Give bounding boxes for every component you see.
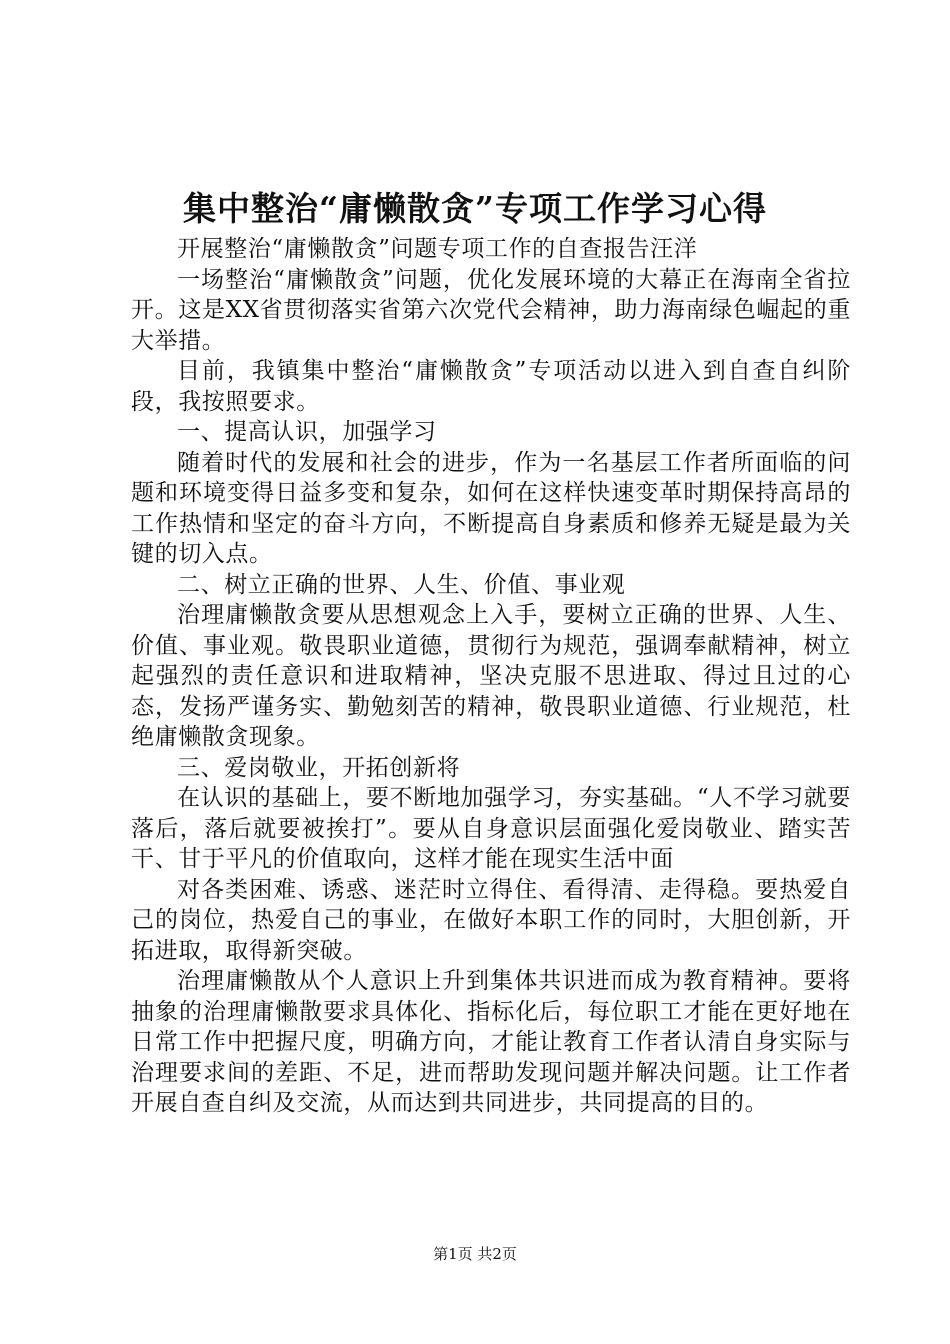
document-body (131, 234, 851, 1119)
paragraph-status: 目前，我镇集中整治“庸懒散贪”专项活动以进入到自查自纠阶段，我按照要求。 (131, 358, 851, 415)
paragraph-section-1: 随着时代的发展和社会的进步，作为一名基层工作者所面临的问题和环境变得日益多变和复杂，如何在这样快速变革时期保持高昂的工作热情和坚定的奋斗方向，不断提高自身素质和修养无疑是最为关键的切入点。 (131, 449, 851, 567)
document-title: 集中整治“庸懒散贪”专项工作学习心得 (183, 189, 767, 228)
paragraph-section-3a: 在认识的基础上，要不断地加强学习，夯实基础。“人不学习就要落后，落后就要被挨打”。要从自身意识层面强化爱岗敬业、踏实苦干、甘于平凡的价值取向，这样才能在现实生活中面 (131, 785, 851, 872)
section-heading-1: 一、提高认识，加强学习 (177, 419, 437, 445)
section-heading-2: 二、树立正确的世界、人生、价值、事业观 (177, 571, 626, 598)
paragraph-subtitle: 开展整治“庸懒散贪”问题专项工作的自查报告汪洋 (177, 236, 698, 262)
paragraph-intro: 一场整治“庸懒散贪”问题，优化发展环境的大幕正在海南全省拉开。这是XX省贯彻落实省第六次党代会精神，助力海南绿色崛起的重大举措。 (131, 266, 851, 354)
page-footer: 第1页 共2页 (433, 1245, 517, 1263)
paragraph-conclusion: 治理庸懒散从个人意识上升到集体共识进而成为教育精神。要将抽象的治理庸懒散要求具体化、指标化后，每位职工才能在更好地在日常工作中把握尺度，明确方向，才能让教育工作者认清自身实际与治理要求间的差距、不足，进而帮助发现问题并解决问题。让工作者开展自查自纠及交流，从而达到共同进步，共同提高的目的。 (131, 968, 851, 1116)
paragraph-section-2: 治理庸懒散贪要从思想观念上入手，要树立正确的世界、人生、价值、事业观。敬畏职业道德，贯彻行为规范，强调奉献精神，树立起强烈的责任意识和进取精神，坚决克服不思进取、得过且过的心态，发扬严谨务实、勤勉刻苦的精神，敬畏职业道德、行业规范，杜绝庸懒散贪现象。 (131, 602, 851, 750)
paragraph-section-3b: 对各类困难、诱惑、迷茫时立得住、看得清、走得稳。要热爱自己的岗位，热爱自己的事业，在做好本职工作的同时，大胆创新，开拓进取，取得新突破。 (131, 876, 851, 964)
section-heading-3: 三、爱岗敬业，开拓创新将 (177, 754, 461, 781)
